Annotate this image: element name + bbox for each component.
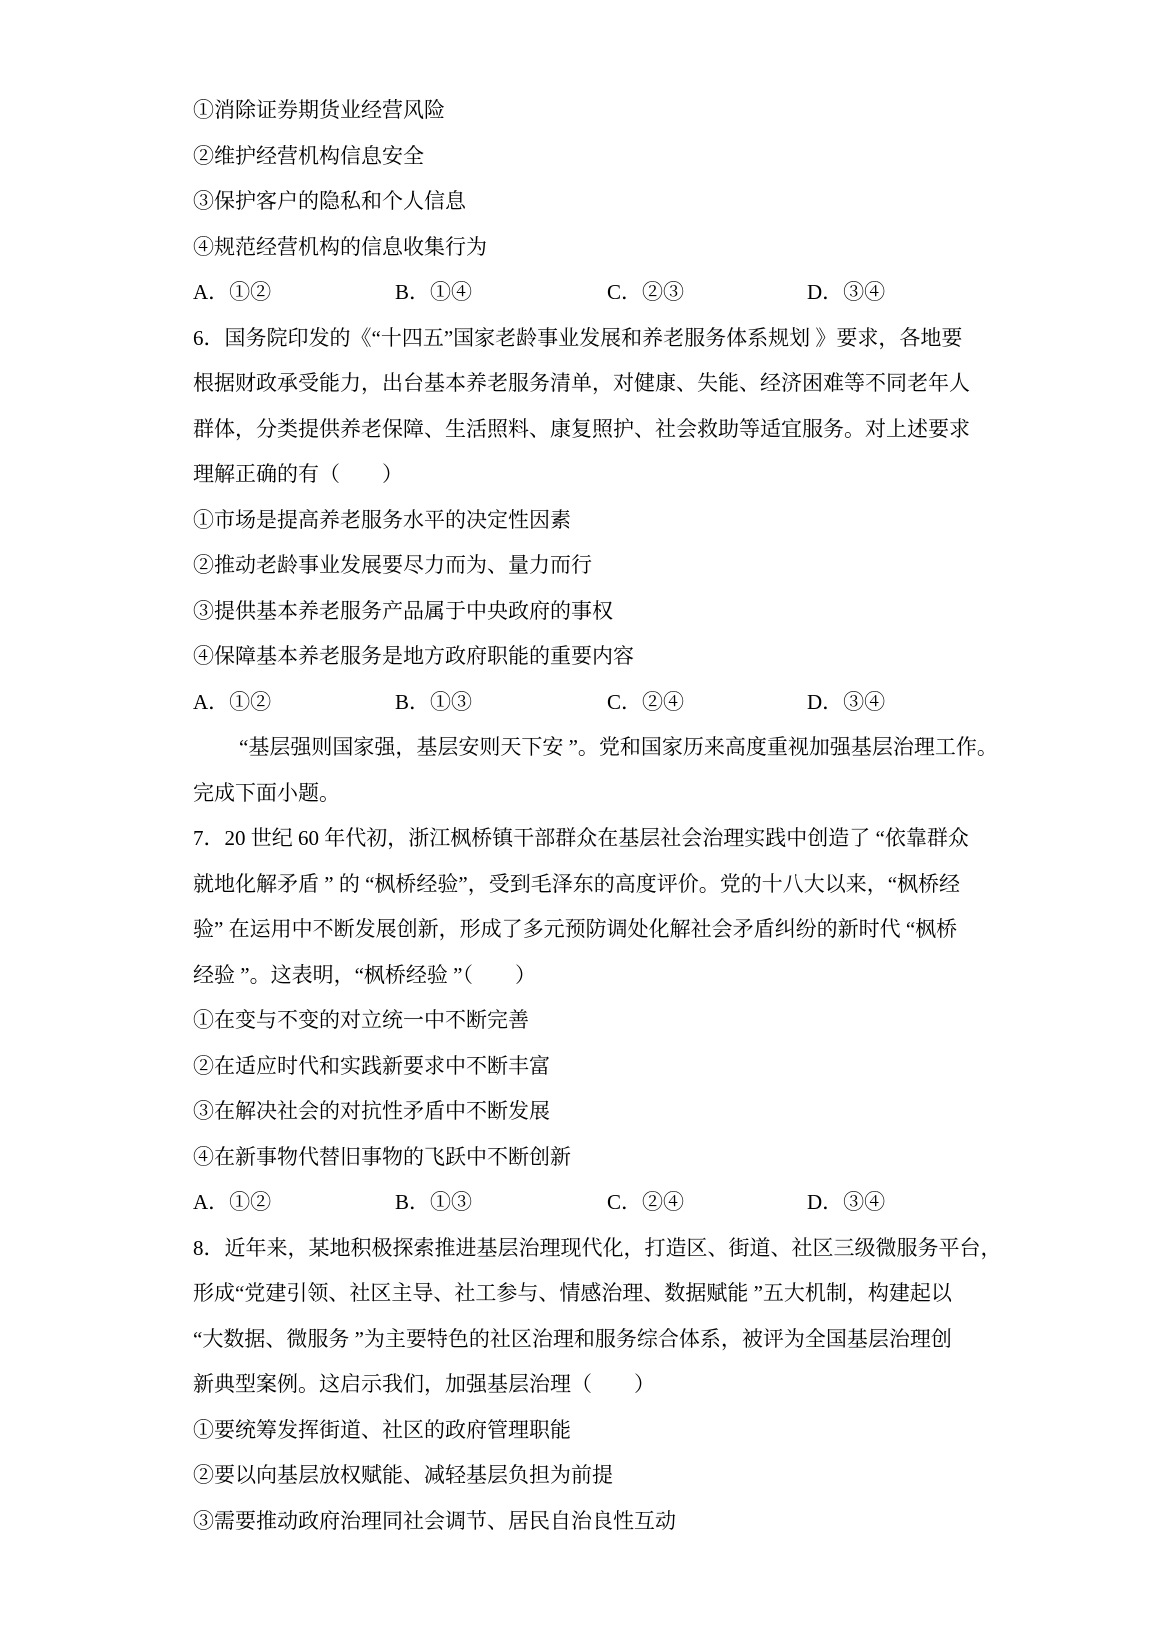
text-line: ①要统筹发挥街道、社区的政府管理职能: [193, 1417, 571, 1442]
answer-option: A．①②: [193, 1190, 272, 1214]
answer-option: A．①②: [193, 280, 272, 304]
text-line: 就地化解矛盾 ” 的 “枫桥经验”，受到毛泽东的高度评价。党的十八大以来，“枫桥经: [193, 871, 961, 896]
text-line: ②维护经营机构信息安全: [193, 143, 424, 168]
text-line: 验” 在运用中不断发展创新，形成了多元预防调处化解社会矛盾纠纷的新时代 “枫桥: [193, 917, 958, 941]
text-line: 根据财政承受能力，出台基本养老服务清单，对健康、失能、经济困难等不同老年人: [193, 371, 970, 395]
text-line: 形成“党建引领、社区主导、社工参与、情感治理、数据赋能 ”五大机制，构建起以: [193, 1281, 952, 1305]
text-line: ②推动老龄事业发展要尽力而为、量力而行: [193, 553, 592, 577]
answer-options-row: [193, 1180, 983, 1226]
text-line: ③需要推动政府治理同社会调节、居民自治良性互动: [193, 1508, 676, 1533]
answer-options-row: [193, 270, 983, 316]
answer-option: C．②④: [607, 1190, 685, 1214]
answer-option: B．①③: [395, 1190, 473, 1214]
text-line: 经验 ”。这表明，“枫桥经验 ”（ ）: [193, 962, 536, 987]
text-line: 完成下面小题。: [193, 780, 340, 805]
text-line: ②在适应时代和实践新要求中不断丰富: [193, 1053, 550, 1078]
answer-option: B．①④: [395, 280, 473, 304]
text-line: ①市场是提高养老服务水平的决定性因素: [193, 507, 571, 532]
exam-page-content: [193, 88, 1002, 1544]
text-line: 8．近年来，某地积极探索推进基层治理现代化，打造区、街道、社区三级微服务平台，: [193, 1235, 1002, 1260]
answer-option: C．②④: [607, 689, 685, 714]
answer-option: C．②③: [607, 280, 685, 304]
answer-option: D．③④: [807, 689, 886, 714]
text-line: 理解正确的有（ ）: [193, 462, 403, 486]
answer-option: A．①②: [193, 689, 272, 714]
answer-options-row: [193, 680, 983, 726]
answer-option: D．③④: [807, 280, 886, 304]
text-line: 6．国务院印发的《“十四五”国家老龄事业发展和养老服务体系规划 》要求，各地要: [193, 325, 963, 350]
text-line: “大数据、微服务 ”为主要特色的社区治理和服务综合体系，被评为全国基层治理创: [193, 1326, 952, 1351]
text-line: ①消除证券期货业经营风险: [193, 98, 445, 122]
text-line: ①在变与不变的对立统一中不断完善: [193, 1008, 529, 1032]
text-line: ③提供基本养老服务产品属于中央政府的事权: [193, 598, 613, 623]
answer-option: B．①③: [395, 689, 473, 714]
text-line: 7．20 世纪 60 年代初，浙江枫桥镇干部群众在基层社会治理实践中创造了 “依靠群众: [193, 826, 969, 850]
text-line: 群体，分类提供养老保障、生活照料、康复照护、社会救助等适宜服务。对上述要求: [193, 416, 970, 441]
text-line: ③在解决社会的对抗性矛盾中不断发展: [193, 1099, 550, 1123]
text-line: ④规范经营机构的信息收集行为: [193, 234, 487, 259]
answer-option: D．③④: [807, 1190, 886, 1214]
text-line: ④在新事物代替旧事物的飞跃中不断创新: [193, 1144, 571, 1169]
text-line: ④保障基本养老服务是地方政府职能的重要内容: [193, 644, 634, 668]
text-line: “基层强则国家强，基层安则天下安 ”。党和国家历来高度重视加强基层治理工作。: [239, 735, 998, 759]
text-line: ②要以向基层放权赋能、减轻基层负担为前提: [193, 1463, 613, 1487]
text-line: 新典型案例。这启示我们，加强基层治理（ ）: [193, 1372, 655, 1396]
text-line: ③保护客户的隐私和个人信息: [193, 189, 466, 213]
